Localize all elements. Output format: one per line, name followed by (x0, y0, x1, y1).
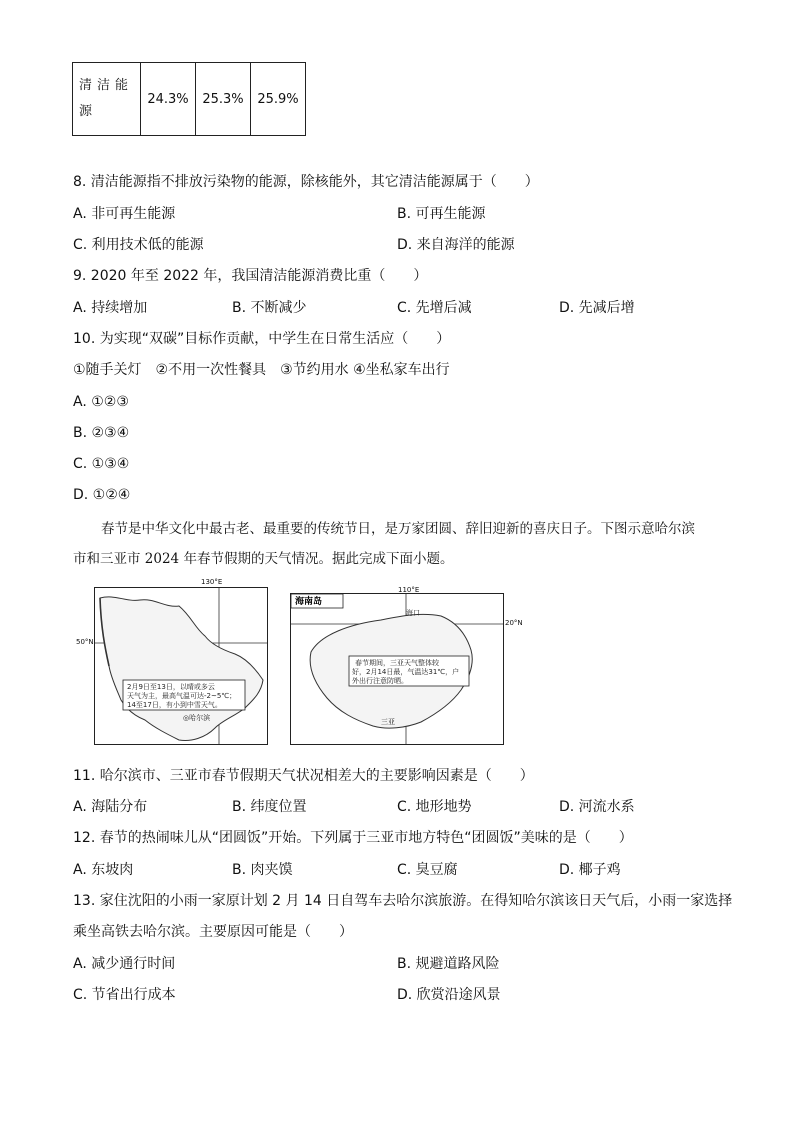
table-row (73, 63, 306, 136)
table-cell: 25.9% (251, 63, 306, 136)
heilongjiang-outline (100, 597, 263, 741)
q8-option-c: C. 利用技术低的能源 (73, 237, 204, 253)
q9-option-d: D. 先减后增 (559, 300, 635, 316)
q12-option-d: D. 椰子鸡 (559, 862, 621, 878)
hainan-title: 海南岛 (295, 597, 323, 607)
row-label-line1: 清洁能 (79, 78, 134, 93)
q11-option-b: B. 纬度位置 (232, 799, 307, 815)
q12-option-a: A. 东坡肉 (73, 862, 134, 878)
row-label-line2: 源 (79, 104, 98, 119)
harbin-longitude-label: 130°E (201, 578, 223, 586)
hainan-longitude-label: 110°E (398, 586, 420, 594)
q8-option-b: B. 可再生能源 (397, 206, 486, 222)
haikou-label: 海口 (406, 609, 420, 617)
sanya-note-line2: 好，2月14日最，气温达31℃，户 (352, 668, 460, 676)
passage-line1: 春节是中华文化中最古老、最重要的传统节日，是万家团圆、辞旧迎新的喜庆日子。下图示意哈尔滨 (101, 521, 695, 537)
hainan-map-drawing (291, 594, 503, 744)
q9-option-a: A. 持续增加 (73, 300, 148, 316)
harbin-latitude-label: 50°N (76, 638, 94, 646)
harbin-map-drawing (95, 588, 267, 744)
q12-option-b: B. 肉夹馍 (232, 862, 293, 878)
q13-option-a: A. 减少通行时间 (73, 956, 176, 972)
q9-option-b: B. 不断减少 (232, 300, 307, 316)
q10-option-a: A. ①②③ (73, 394, 129, 410)
q13-option-c: C. 节省出行成本 (73, 987, 176, 1003)
q8-stem: 8. 清洁能源指不排放污染物的能源，除核能外，其它清洁能源属于（ ） (73, 174, 539, 190)
q13-stem-line2: 乘坐高铁去哈尔滨。主要原因可能是（ ） (73, 924, 353, 940)
sanya-note-line3: 外出行注意防晒。 (352, 677, 408, 685)
table-cell: 25.3% (196, 63, 251, 136)
q13-stem-line1: 13. 家住沈阳的小雨一家原计划 2 月 14 日自驾车去哈尔滨旅游。在得知哈尔滨该日天气后，小雨一家选择 (73, 893, 733, 909)
q10-option-b: B. ②③④ (73, 425, 130, 441)
q11-option-d: D. 河流水系 (559, 799, 635, 815)
q10-option-c: C. ①③④ (73, 456, 130, 472)
q9-stem: 9. 2020 年至 2022 年，我国清洁能源消费比重（ ） (73, 268, 428, 284)
sanya-label: 三亚 (381, 718, 395, 726)
q10-option-d: D. ①②④ (73, 487, 131, 503)
q9-option-c: C. 先增后减 (397, 300, 472, 316)
q8-option-a: A. 非可再生能源 (73, 206, 176, 222)
harbin-note-line3: 14至17日，有小到中雪天气。 (127, 701, 222, 709)
harbin-note-line1: 2月9日至13日，以晴或多云 (127, 683, 215, 691)
q10-statements: ①随手关灯 ②不用一次性餐具 ③节约用水 ④坐私家车出行 (73, 362, 450, 378)
passage-line2: 市和三亚市 2024 年春节假期的天气情况。据此完成下面小题。 (73, 551, 454, 567)
hainan-latitude-label: 20°N (505, 619, 523, 627)
q11-stem: 11. 哈尔滨市、三亚市春节假期天气状况相差大的主要影响因素是（ ） (73, 768, 534, 784)
q11-option-a: A. 海陆分布 (73, 799, 148, 815)
q8-option-d: D. 来自海洋的能源 (397, 237, 515, 253)
harbin-map (94, 587, 268, 745)
row-label (73, 63, 141, 136)
hainan-map (290, 593, 504, 745)
q12-option-c: C. 臭豆腐 (397, 862, 458, 878)
harbin-note-line2: 天气为主，最高气温可达-2~5℃； (127, 692, 237, 700)
q13-option-d: D. 欣赏沿途风景 (397, 987, 501, 1003)
q13-option-b: B. 规避道路风险 (397, 956, 500, 972)
table-cell: 24.3% (141, 63, 196, 136)
q12-stem: 12. 春节的热闹味儿从“团圆饭”开始。下列属于三亚市地方特色“团圆饭”美味的是（ ） (73, 830, 633, 846)
harbin-city-label: ◎哈尔滨 (183, 714, 211, 722)
energy-table (72, 62, 306, 136)
q11-option-c: C. 地形地势 (397, 799, 472, 815)
sanya-note-line1: 春节期间，三亚天气整体较 (355, 659, 439, 667)
q10-stem: 10. 为实现“双碳”目标作贡献，中学生在日常生活应（ ） (73, 331, 451, 347)
